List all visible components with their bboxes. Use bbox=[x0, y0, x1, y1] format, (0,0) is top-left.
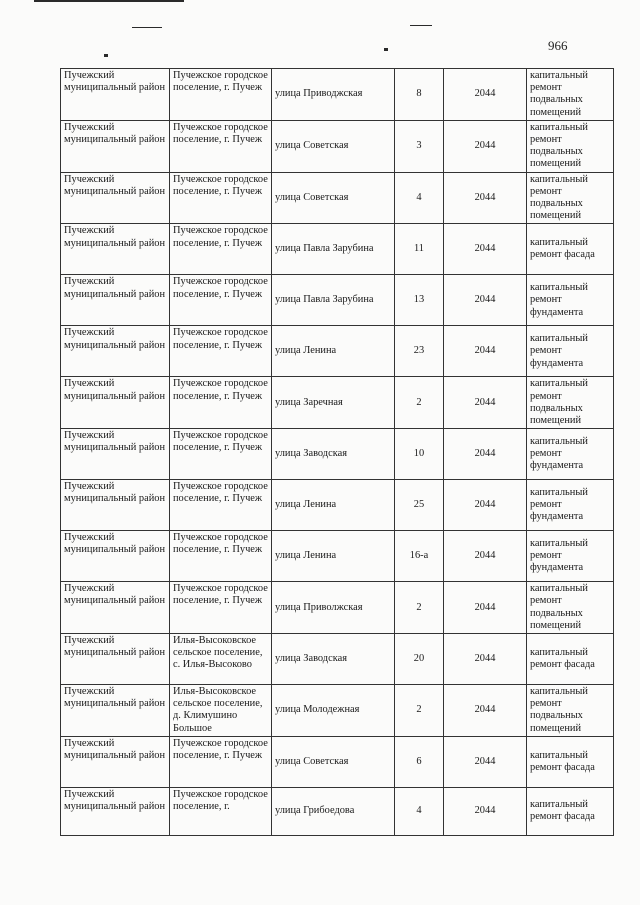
work-type-cell-text: капитальный ремонт фасада bbox=[530, 237, 595, 261]
street-cell-text: улица Павла Зарубина bbox=[275, 294, 374, 306]
table-row bbox=[61, 69, 614, 121]
house-number-cell-text: 4 bbox=[416, 191, 422, 203]
settlement-cell bbox=[170, 685, 272, 737]
settlement-cell bbox=[170, 787, 272, 835]
year-cell bbox=[444, 224, 527, 275]
year-cell-text: 2044 bbox=[474, 601, 496, 613]
table-row bbox=[61, 531, 614, 582]
street-cell bbox=[272, 685, 395, 737]
house-number-cell-text: 25 bbox=[413, 499, 425, 511]
street-cell-text: улица Заводская bbox=[275, 448, 347, 460]
settlement-cell bbox=[170, 736, 272, 787]
district-cell bbox=[61, 531, 170, 582]
work-type-cell-text: капитальный ремонт фундамента bbox=[530, 435, 588, 472]
settlement-cell-text: Пучежское городское поселение, г. Пучеж bbox=[173, 121, 268, 146]
year-cell-text: 2044 bbox=[474, 499, 496, 511]
district-cell bbox=[61, 480, 170, 531]
table-row bbox=[61, 224, 614, 275]
house-number-cell bbox=[395, 787, 444, 835]
street-cell-text: улица Грибоедова bbox=[275, 805, 355, 817]
district-cell bbox=[61, 582, 170, 634]
work-type-cell-text: капитальный ремонт подвальных помещений bbox=[530, 686, 588, 734]
year-cell-text: 2044 bbox=[474, 294, 496, 306]
district-cell bbox=[61, 685, 170, 737]
house-number-cell-text: 2 bbox=[416, 396, 422, 408]
settlement-cell bbox=[170, 69, 272, 121]
scan-artifact bbox=[384, 48, 388, 51]
work-type-cell bbox=[527, 275, 614, 326]
work-type-cell bbox=[527, 582, 614, 634]
settlement-cell bbox=[170, 582, 272, 634]
street-cell bbox=[272, 736, 395, 787]
house-number-cell bbox=[395, 377, 444, 429]
district-cell-text: Пучежский муниципальный район bbox=[64, 583, 166, 607]
house-number-cell-text: 6 bbox=[416, 755, 422, 767]
settlement-cell bbox=[170, 480, 272, 531]
district-cell bbox=[61, 429, 170, 480]
house-number-cell bbox=[395, 582, 444, 634]
year-cell-text: 2044 bbox=[474, 191, 496, 203]
house-number-cell bbox=[395, 120, 444, 172]
district-cell-text: Пучежский муниципальный район bbox=[64, 327, 166, 351]
year-cell bbox=[444, 531, 527, 582]
work-type-cell bbox=[527, 326, 614, 377]
work-type-cell-text: капитальный ремонт фундамента bbox=[530, 333, 588, 369]
work-type-cell-text: капитальный ремонт подвальных помещений bbox=[530, 583, 588, 631]
settlement-cell bbox=[170, 377, 272, 429]
year-cell bbox=[444, 582, 527, 634]
table-row bbox=[61, 172, 614, 224]
house-number-cell-text: 13 bbox=[413, 294, 425, 306]
district-cell-text: Пучежский муниципальный район bbox=[64, 635, 166, 659]
house-number-cell bbox=[395, 531, 444, 582]
house-number-cell bbox=[395, 736, 444, 787]
settlement-cell-text: Илья-Высоковское сельское поселение, с. Илья-Высоково bbox=[173, 635, 263, 671]
street-cell bbox=[272, 582, 395, 634]
year-cell-text: 2044 bbox=[474, 652, 496, 664]
table-row bbox=[61, 634, 614, 685]
street-cell bbox=[272, 172, 395, 224]
year-cell-text: 2044 bbox=[474, 140, 496, 152]
work-type-cell-text: капитальный ремонт подвальных помещений bbox=[530, 173, 588, 222]
house-number-cell bbox=[395, 224, 444, 275]
settlement-cell-text: Пучежское городское поселение, г. bbox=[173, 788, 268, 813]
scan-artifact bbox=[410, 25, 432, 26]
table-row bbox=[61, 120, 614, 172]
year-cell-text: 2044 bbox=[474, 345, 496, 357]
year-cell-text: 2044 bbox=[474, 805, 496, 817]
street-cell-text: улица Заводская bbox=[275, 652, 347, 664]
settlement-cell-text: Пучежское городское поселение, г. Пучеж bbox=[173, 532, 268, 556]
work-type-cell bbox=[527, 787, 614, 835]
year-cell bbox=[444, 120, 527, 172]
year-cell bbox=[444, 634, 527, 685]
settlement-cell-text: Пучежское городское поселение, г. Пучеж bbox=[173, 583, 268, 607]
table-row bbox=[61, 787, 614, 835]
district-cell bbox=[61, 736, 170, 787]
street-cell bbox=[272, 224, 395, 275]
year-cell bbox=[444, 736, 527, 787]
house-number-cell bbox=[395, 69, 444, 121]
street-cell-text: улица Ленина bbox=[275, 345, 337, 357]
district-cell-text: Пучежский муниципальный район bbox=[64, 173, 166, 197]
settlement-cell bbox=[170, 531, 272, 582]
table-row bbox=[61, 429, 614, 480]
district-cell-text: Пучежский муниципальный район bbox=[64, 70, 166, 94]
year-cell-text: 2044 bbox=[474, 704, 496, 716]
work-type-cell-text: капитальный ремонт фундамента bbox=[530, 537, 588, 574]
page-number: 966 bbox=[548, 38, 568, 53]
settlement-cell-text: Пучежское городское поселение, г. Пучеж bbox=[173, 737, 268, 762]
table-row bbox=[61, 685, 614, 737]
house-number-cell bbox=[395, 634, 444, 685]
work-type-cell bbox=[527, 224, 614, 275]
street-cell-text: улица Советская bbox=[275, 191, 349, 203]
year-cell-text: 2044 bbox=[474, 448, 496, 460]
house-number-cell-text: 10 bbox=[413, 448, 425, 460]
district-cell-text: Пучежский муниципальный район bbox=[64, 532, 166, 556]
settlement-cell-text: Илья-Высоковское сельское поселение, д. Климушино Большое bbox=[173, 686, 263, 734]
work-type-cell-text: капитальный ремонт фасада bbox=[530, 799, 595, 823]
settlement-cell bbox=[170, 224, 272, 275]
street-cell bbox=[272, 787, 395, 835]
work-type-cell bbox=[527, 172, 614, 224]
house-number-cell-text: 8 bbox=[416, 88, 422, 100]
table-row bbox=[61, 326, 614, 377]
street-cell bbox=[272, 69, 395, 121]
settlement-cell-text: Пучежское городское поселение, г. Пучеж bbox=[173, 276, 268, 300]
house-number-cell bbox=[395, 172, 444, 224]
district-cell bbox=[61, 787, 170, 835]
house-number-cell-text: 2 bbox=[416, 704, 422, 716]
table-row bbox=[61, 480, 614, 531]
street-cell-text: улица Советская bbox=[275, 755, 349, 767]
district-cell-text: Пучежский муниципальный район bbox=[64, 737, 166, 762]
house-number-cell-text: 2 bbox=[416, 601, 422, 613]
settlement-cell-text: Пучежское городское поселение, г. Пучеж bbox=[173, 327, 268, 351]
street-cell bbox=[272, 634, 395, 685]
settlement-cell-text: Пучежское городское поселение, г. Пучеж bbox=[173, 378, 268, 402]
settlement-cell bbox=[170, 429, 272, 480]
year-cell bbox=[444, 172, 527, 224]
street-cell bbox=[272, 326, 395, 377]
district-cell bbox=[61, 326, 170, 377]
district-cell bbox=[61, 377, 170, 429]
street-cell bbox=[272, 429, 395, 480]
house-number-cell-text: 23 bbox=[413, 345, 425, 357]
street-cell-text: улица Приволжская bbox=[275, 601, 363, 613]
scan-artifact bbox=[104, 54, 108, 57]
house-number-cell bbox=[395, 480, 444, 531]
district-cell bbox=[61, 634, 170, 685]
settlement-cell-text: Пучежское городское поселение, г. Пучеж bbox=[173, 481, 268, 505]
work-type-cell-text: капитальный ремонт подвальных помещений bbox=[530, 378, 588, 427]
year-cell bbox=[444, 787, 527, 835]
house-number-cell bbox=[395, 275, 444, 326]
district-cell-text: Пучежский муниципальный район bbox=[64, 430, 166, 454]
year-cell bbox=[444, 429, 527, 480]
year-cell bbox=[444, 275, 527, 326]
table-body bbox=[61, 69, 614, 836]
district-cell bbox=[61, 224, 170, 275]
street-cell-text: улица Ленина bbox=[275, 499, 337, 511]
street-cell bbox=[272, 531, 395, 582]
street-cell bbox=[272, 120, 395, 172]
table-row bbox=[61, 582, 614, 634]
repair-schedule-table bbox=[60, 68, 614, 836]
district-cell bbox=[61, 120, 170, 172]
district-cell bbox=[61, 172, 170, 224]
work-type-cell bbox=[527, 531, 614, 582]
year-cell-text: 2044 bbox=[474, 396, 496, 408]
year-cell bbox=[444, 69, 527, 121]
street-cell-text: улица Павла Зарубина bbox=[275, 243, 374, 255]
district-cell-text: Пучежский муниципальный район bbox=[64, 378, 166, 402]
work-type-cell bbox=[527, 480, 614, 531]
work-type-cell bbox=[527, 736, 614, 787]
district-cell-text: Пучежский муниципальный район bbox=[64, 481, 166, 505]
table-row bbox=[61, 377, 614, 429]
street-cell-text: улица Советская bbox=[275, 140, 349, 152]
house-number-cell-text: 11 bbox=[413, 243, 424, 255]
house-number-cell-text: 16-а bbox=[409, 550, 429, 562]
house-number-cell-text: 4 bbox=[416, 805, 422, 817]
house-number-cell bbox=[395, 685, 444, 737]
house-number-cell-text: 3 bbox=[416, 140, 422, 152]
settlement-cell bbox=[170, 120, 272, 172]
year-cell-text: 2044 bbox=[474, 550, 496, 562]
work-type-cell-text: капитальный ремонт фасада bbox=[530, 749, 595, 773]
year-cell-text: 2044 bbox=[474, 88, 496, 100]
year-cell-text: 2044 bbox=[474, 755, 496, 767]
settlement-cell-text: Пучежское городское поселение, г. Пучеж bbox=[173, 173, 268, 197]
scan-artifact bbox=[132, 27, 162, 28]
district-cell-text: Пучежский муниципальный район bbox=[64, 276, 166, 300]
district-cell-text: Пучежский муниципальный район bbox=[64, 686, 166, 710]
work-type-cell bbox=[527, 377, 614, 429]
year-cell bbox=[444, 377, 527, 429]
street-cell bbox=[272, 275, 395, 326]
settlement-cell bbox=[170, 275, 272, 326]
house-number-cell bbox=[395, 326, 444, 377]
street-cell-text: улица Приводжская bbox=[275, 88, 363, 100]
settlement-cell bbox=[170, 326, 272, 377]
street-cell-text: улица Молодежная bbox=[275, 704, 360, 716]
work-type-cell bbox=[527, 685, 614, 737]
work-type-cell bbox=[527, 634, 614, 685]
scan-artifact bbox=[34, 0, 184, 2]
table-row bbox=[61, 736, 614, 787]
house-number-cell bbox=[395, 429, 444, 480]
settlement-cell-text: Пучежское городское поселение, г. Пучеж bbox=[173, 430, 268, 454]
settlement-cell bbox=[170, 634, 272, 685]
settlement-cell-text: Пучежское городское поселение, г. Пучеж bbox=[173, 225, 268, 249]
district-cell bbox=[61, 69, 170, 121]
district-cell bbox=[61, 275, 170, 326]
settlement-cell bbox=[170, 172, 272, 224]
settlement-cell-text: Пучежское городское поселение, г. Пучеж bbox=[173, 70, 268, 94]
work-type-cell bbox=[527, 69, 614, 121]
work-type-cell-text: капитальный ремонт подвальных помещений bbox=[530, 70, 588, 118]
year-cell bbox=[444, 480, 527, 531]
street-cell-text: улица Заречная bbox=[275, 396, 343, 408]
house-number-cell-text: 20 bbox=[413, 652, 425, 664]
table-row bbox=[61, 275, 614, 326]
street-cell bbox=[272, 480, 395, 531]
work-type-cell-text: капитальный ремонт фундамента bbox=[530, 282, 588, 318]
district-cell-text: Пучежский муниципальный район bbox=[64, 121, 166, 146]
work-type-cell-text: капитальный ремонт подвальных помещений bbox=[530, 121, 588, 170]
street-cell bbox=[272, 377, 395, 429]
work-type-cell bbox=[527, 429, 614, 480]
year-cell bbox=[444, 326, 527, 377]
work-type-cell-text: капитальный ремонт фундамента bbox=[530, 486, 588, 523]
year-cell bbox=[444, 685, 527, 737]
district-cell-text: Пучежский муниципальный район bbox=[64, 225, 166, 249]
work-type-cell bbox=[527, 120, 614, 172]
street-cell-text: улица Ленина bbox=[275, 550, 337, 562]
year-cell-text: 2044 bbox=[474, 243, 496, 255]
district-cell-text: Пучежский муниципальный район bbox=[64, 788, 166, 813]
work-type-cell-text: капитальный ремонт фасада bbox=[530, 646, 595, 671]
